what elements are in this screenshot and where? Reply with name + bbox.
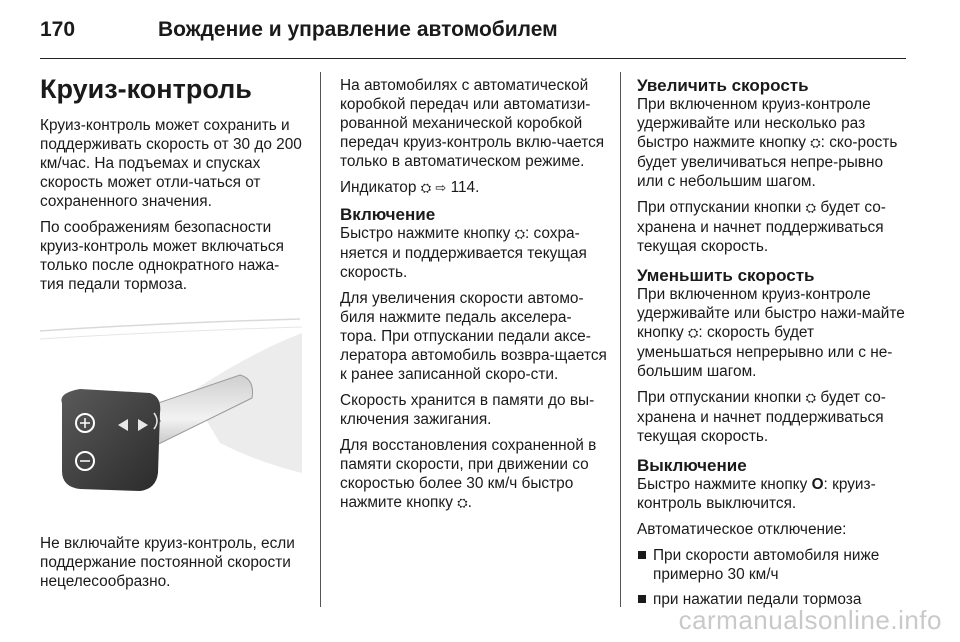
chapter-title: Вождение и управление автомобилем xyxy=(158,18,558,41)
subheading-increase: Увеличить скорость xyxy=(637,76,809,95)
column-3 xyxy=(637,76,913,615)
off-icon: O xyxy=(811,476,824,493)
figure-caption: Не включайте круиз-контроль, если поддержание постоянной скорости нецелесообразно. xyxy=(40,535,295,590)
res-plus-icon: ⛭ xyxy=(514,227,525,242)
subheading-off: Выключение xyxy=(637,456,747,475)
list-item: При скорости автомобиля ниже примерно 30 км/ч xyxy=(637,546,913,584)
page-number: 170 xyxy=(40,18,76,41)
paragraph: При включенном круиз-контроле удерживайте или быстро нажи-майте кнопку ⛭: скорость будет уменьшаться непрерывно или с не-большим шагом. xyxy=(637,286,905,380)
auto-off-list xyxy=(637,546,913,609)
cruise-control-lever-illustration xyxy=(40,313,302,513)
paragraph: При отпускании кнопки ⛭ будет со-хранена и начнет поддерживаться текущая скорость. xyxy=(637,389,886,445)
paragraph: Быстро нажмите кнопку O: круиз-контроль выключится. xyxy=(637,476,876,512)
res-plus-icon: ⛭ xyxy=(420,181,432,196)
res-plus-icon: ⛭ xyxy=(810,136,821,151)
indicator-reference: Индикатор ⛭ ⇨ 114. xyxy=(340,179,480,196)
page-header xyxy=(40,14,920,54)
paragraph: При включенном круиз-контроле удерживайте или несколько раз быстро нажмите кнопку ⛭: ско-рость будет увеличиваться непре-рывно или с небольшим шагом. xyxy=(637,96,898,190)
paragraph: На автомобилях с автоматической коробкой передач или автоматизи-рованной механической коробкой передач круиз-контроль вклю-чается только в автоматическом режиме. xyxy=(340,77,605,170)
header-rule xyxy=(40,58,906,59)
subheading-on: Включение xyxy=(340,205,436,224)
paragraph: Для восстановления сохраненной в памяти скорости, при движении со скоростью более 30 км/ч быстро нажмите кнопку ⛭. xyxy=(340,437,597,511)
paragraph: При отпускании кнопки ⛭ будет со-хранена и начнет поддерживаться текущая скорость. xyxy=(637,199,886,255)
column-divider xyxy=(320,72,321,607)
paragraph: Автоматическое отключение: xyxy=(637,521,847,538)
paragraph: Скорость хранится в памяти до вы-ключения зажигания. xyxy=(340,392,595,428)
page-reference-arrow-icon: ⇨ xyxy=(435,181,447,196)
set-minus-icon: ⛭ xyxy=(805,391,817,406)
paragraph: По соображениям безопасности круиз-контроль может включаться только после однократного нажа-тия педали тормоза. xyxy=(40,219,284,293)
section-title: Круиз-контроль xyxy=(40,74,252,104)
set-minus-icon: ⛭ xyxy=(688,326,699,341)
watermark: carmanualsonline.info xyxy=(678,605,942,635)
paragraph: Круиз-контроль может сохранить и поддерживать скорость от 30 до 200 км/час. На подъемах и спусках скорость может отли-чаться от сохраненного значения. xyxy=(40,117,302,210)
res-minus-icon: ⛭ xyxy=(457,496,468,511)
column-1 xyxy=(40,72,302,598)
column-divider xyxy=(620,72,621,607)
paragraph: Для увеличения скорости автомо-биля нажмите педаль акселера-тора. При отпускании педали аксе-лератора автомобиль возвра-щается к ранее записанной скоро-сти. xyxy=(340,290,607,383)
column-2 xyxy=(340,76,608,520)
res-plus-icon: ⛭ xyxy=(805,201,817,216)
paragraph: Быстро нажмите кнопку ⛭: сохра-няется и поддерживается текущая скорость. xyxy=(340,225,587,281)
subheading-decrease: Уменьшить скорость xyxy=(637,266,815,285)
list-item: при нажатии педали тормоза xyxy=(637,590,913,609)
